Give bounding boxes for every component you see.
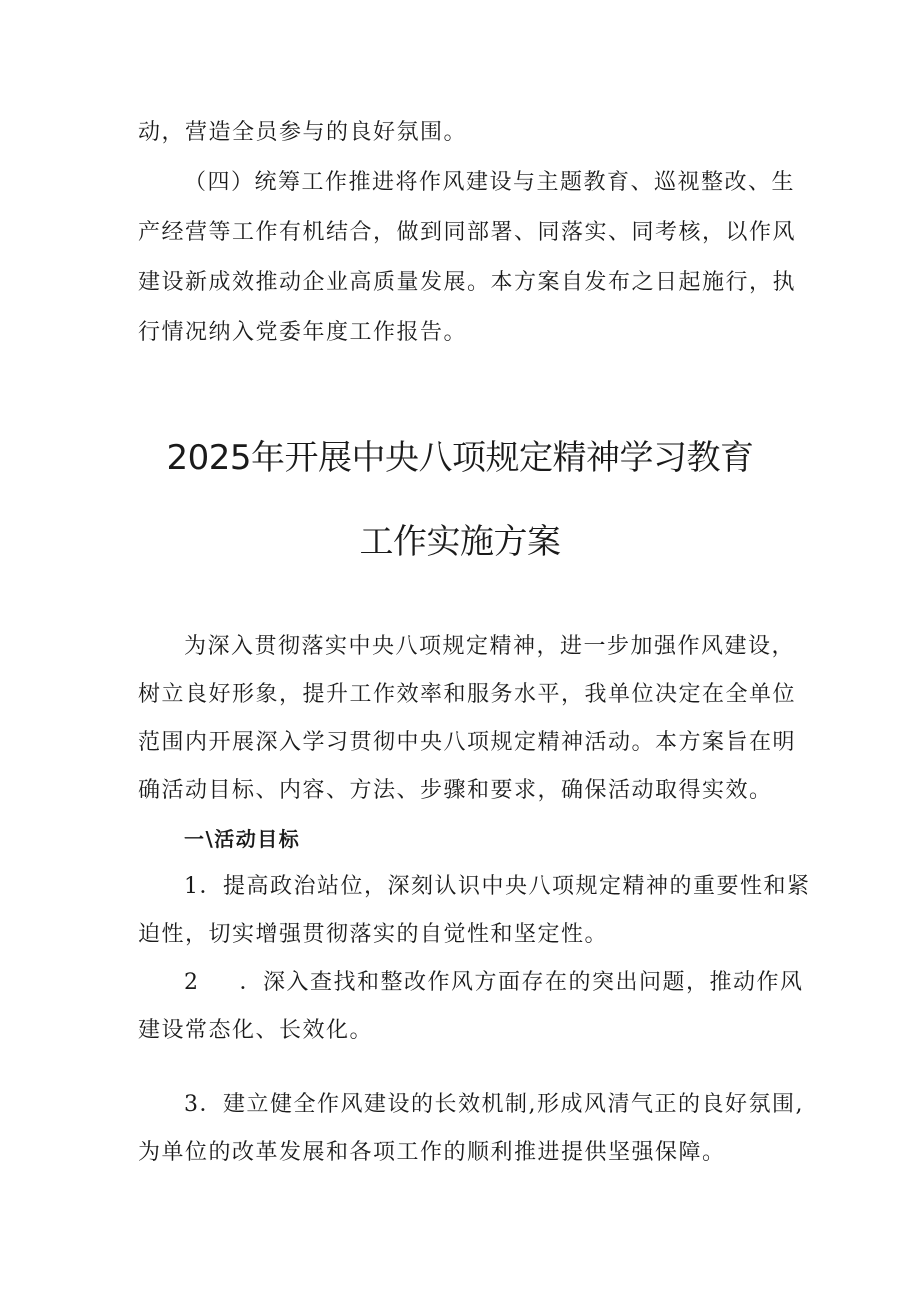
list-item-line: 迫性，切实增强贯彻落实的自觉性和坚定性。 [138,922,609,947]
list-item-line: 为单位的改革发展和各项工作的顺利推进提供坚强保障。 [138,1140,726,1165]
paragraph-line: 树立良好形象，提升工作效率和服务水平，我单位决定在全单位 [138,682,797,707]
paragraph-line: 为深入贯彻落实中央八项规定精神，进一步加强作风建设， [184,634,796,659]
list-item-line: 3．建立健全作风建设的长效机制,形成风清气正的良好氛围, [184,1092,804,1117]
paragraph-line: 确活动目标、内容、方法、步骤和要求，确保活动取得实效。 [138,778,773,803]
list-item-text: ．深入查找和整改作风方面存在的突出问题，推动作风 [239,970,804,995]
list-item-line: 建设常态化、长效化。 [138,1018,374,1043]
list-item-line: 1．提高政治站位，深刻认识中央八项规定精神的重要性和紧 [184,874,811,899]
paragraph-line: 产经营等工作有机结合，做到同部署、同落实、同考核，以作风 [138,220,797,245]
paragraph-line: 行情况纳入党委年度工作报告。 [138,320,468,345]
paragraph-line: 动，营造全员参与的良好氛围。 [138,120,468,145]
document-title-line-1: 2025年开展中央八项规定精神学习教育 [166,438,754,478]
list-item-line [184,968,844,998]
section-heading: 一\活动目标 [184,827,301,851]
list-item-number: 2 [184,970,200,995]
document-title-line-2: 工作实施方案 [359,522,561,562]
paragraph-line: （四）统筹工作推进将作风建设与主题教育、巡视整改、生 [184,170,796,195]
paragraph-line: 范围内开展深入学习贯彻中央八项规定精神活动。本方案旨在明 [138,730,797,755]
paragraph-line: 建设新成效推动企业高质量发展。本方案自发布之日起施行，执 [138,270,797,295]
